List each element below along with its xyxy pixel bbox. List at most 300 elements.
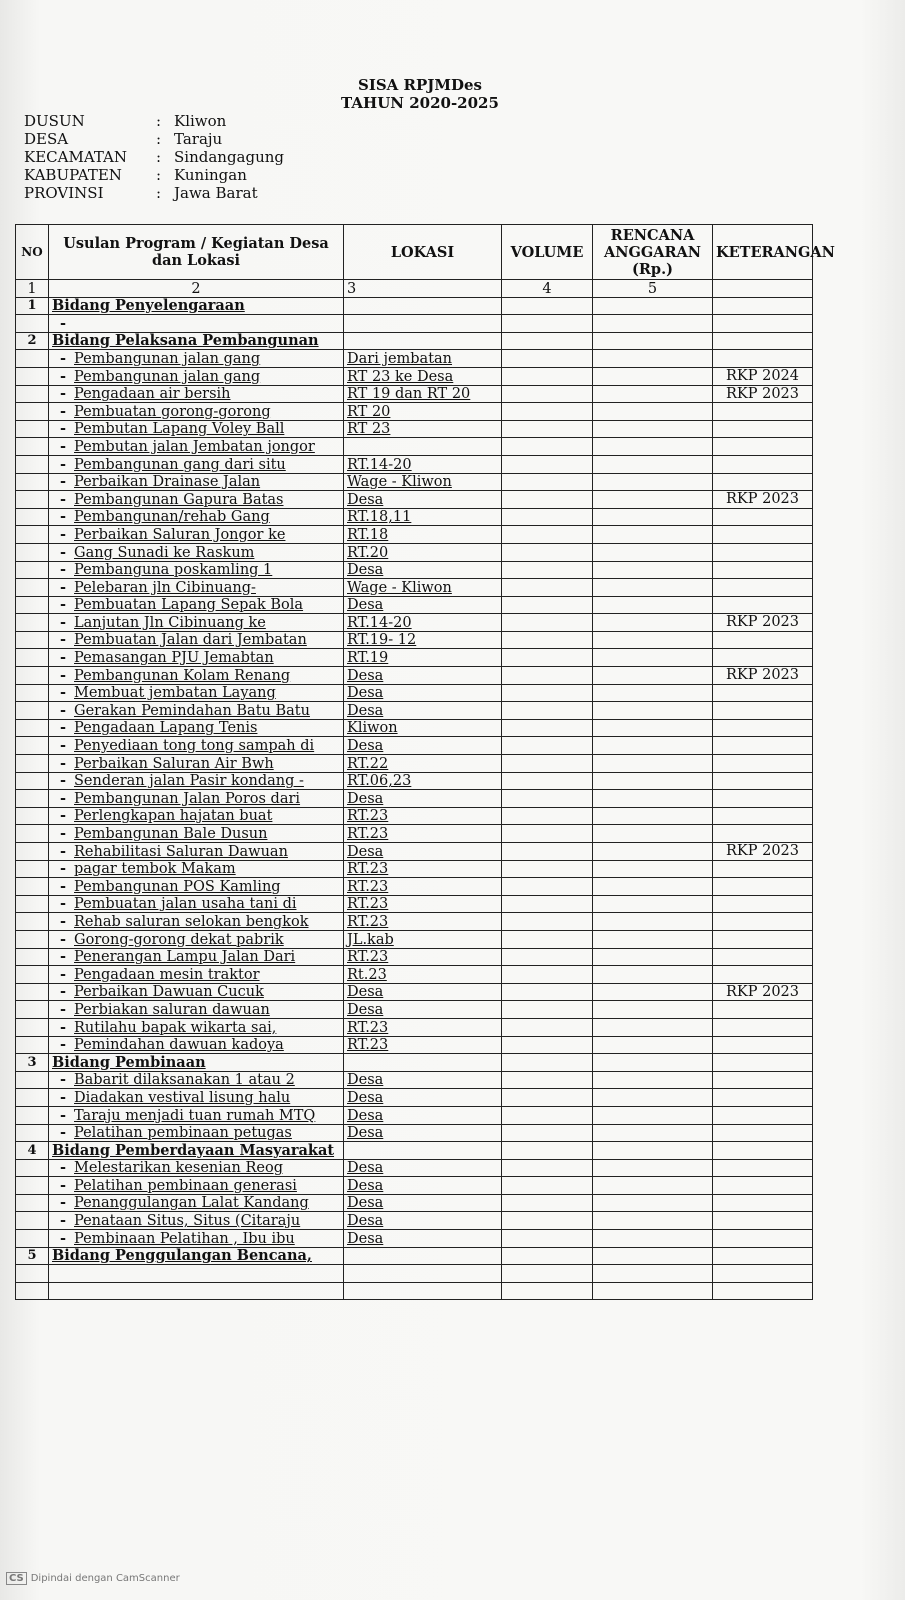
program-name: Melestarikan kesenian Reog bbox=[74, 1160, 283, 1177]
lokasi-cell: RT.23 bbox=[344, 895, 502, 913]
table-row bbox=[16, 983, 813, 1001]
volume-cell bbox=[502, 403, 593, 421]
index-cell: 2 bbox=[49, 280, 344, 298]
program-cell bbox=[49, 367, 344, 385]
table-row bbox=[16, 596, 813, 614]
program-cell bbox=[49, 631, 344, 649]
table-row bbox=[16, 684, 813, 702]
empty-cell bbox=[344, 1142, 502, 1160]
table-row bbox=[16, 843, 813, 861]
lokasi-cell: Kliwon bbox=[344, 719, 502, 737]
program-cell bbox=[49, 1106, 344, 1124]
empty-cell bbox=[593, 1265, 713, 1283]
section-row bbox=[16, 332, 813, 350]
item-dash: - bbox=[59, 877, 67, 895]
row-no-cell bbox=[16, 930, 49, 948]
item-dash: - bbox=[59, 508, 67, 526]
program-name: Pembangunan/rehab Gang bbox=[74, 509, 270, 526]
table-row bbox=[16, 737, 813, 755]
table-row bbox=[16, 385, 813, 403]
table-row bbox=[16, 1071, 813, 1089]
empty-cell bbox=[16, 1265, 49, 1283]
anggaran-cell bbox=[593, 543, 713, 561]
row-no-cell bbox=[16, 1089, 49, 1107]
scanner-text: Dipindai dengan CamScanner bbox=[30, 1573, 180, 1584]
program-name: Penataan Situs, Situs (Citaraju bbox=[74, 1213, 301, 1230]
meta-colon: : bbox=[156, 112, 162, 130]
item-dash: - bbox=[59, 1071, 67, 1089]
meta-value: Jawa Barat bbox=[174, 184, 258, 202]
empty-cell bbox=[593, 332, 713, 350]
lokasi-cell: RT.23 bbox=[344, 1036, 502, 1054]
anggaran-cell bbox=[593, 737, 713, 755]
keterangan-cell: RKP 2023 bbox=[713, 491, 813, 509]
keterangan-cell bbox=[713, 1230, 813, 1248]
item-dash: - bbox=[59, 649, 67, 667]
volume-cell bbox=[502, 895, 593, 913]
row-no-cell bbox=[16, 649, 49, 667]
row-no-cell bbox=[16, 561, 49, 579]
keterangan-cell bbox=[713, 1159, 813, 1177]
item-dash: - bbox=[59, 385, 67, 403]
item-dash: - bbox=[59, 737, 67, 755]
lokasi-cell: Desa bbox=[344, 790, 502, 808]
table-row bbox=[16, 1194, 813, 1212]
item-dash: - bbox=[59, 789, 67, 807]
item-dash: - bbox=[59, 402, 67, 420]
meta-row bbox=[24, 130, 284, 148]
meta-row bbox=[24, 148, 284, 166]
anggaran-cell bbox=[593, 385, 713, 403]
volume-cell bbox=[502, 1001, 593, 1019]
table-row bbox=[16, 1212, 813, 1230]
row-no-cell bbox=[16, 631, 49, 649]
program-cell bbox=[49, 649, 344, 667]
table-row bbox=[16, 420, 813, 438]
volume-cell bbox=[502, 1106, 593, 1124]
volume-cell bbox=[502, 702, 593, 720]
anggaran-cell bbox=[593, 843, 713, 861]
table-row bbox=[16, 1106, 813, 1124]
lokasi-cell: RT.18 bbox=[344, 526, 502, 544]
section-title: Bidang Penggulangan Bencana, bbox=[49, 1247, 344, 1265]
row-no-cell bbox=[16, 596, 49, 614]
table-row bbox=[16, 790, 813, 808]
volume-cell bbox=[502, 491, 593, 509]
row-no-cell bbox=[16, 1071, 49, 1089]
row-no-cell bbox=[16, 860, 49, 878]
volume-cell bbox=[502, 1124, 593, 1142]
program-cell bbox=[49, 755, 344, 773]
program-cell bbox=[49, 403, 344, 421]
row-no-cell bbox=[16, 878, 49, 896]
empty-cell bbox=[713, 1142, 813, 1160]
volume-cell bbox=[502, 825, 593, 843]
volume-cell bbox=[502, 790, 593, 808]
row-no-cell bbox=[16, 403, 49, 421]
program-name: Pembangunan gang dari situ bbox=[74, 456, 286, 473]
row-no-cell bbox=[16, 491, 49, 509]
program-name: Penyediaan tong tong sampah di bbox=[74, 738, 315, 755]
empty-cell bbox=[593, 297, 713, 315]
program-name: Pembangunan Bale Dusun bbox=[74, 826, 268, 842]
empty-cell bbox=[502, 1054, 593, 1072]
keterangan-cell bbox=[713, 895, 813, 913]
volume-cell bbox=[502, 1036, 593, 1054]
table-row bbox=[16, 367, 813, 385]
program-cell bbox=[49, 350, 344, 368]
blank-row bbox=[16, 1282, 813, 1300]
program-cell bbox=[49, 719, 344, 737]
program-name: Penerangan Lampu Jalan Dari bbox=[74, 949, 296, 966]
keterangan-cell bbox=[713, 561, 813, 579]
keterangan-cell: RKP 2023 bbox=[713, 983, 813, 1001]
program-cell bbox=[49, 526, 344, 544]
lokasi-cell: Desa bbox=[344, 596, 502, 614]
volume-cell bbox=[502, 913, 593, 931]
anggaran-cell bbox=[593, 403, 713, 421]
row-no-cell bbox=[16, 579, 49, 597]
empty-cell bbox=[502, 332, 593, 350]
section-number: 5 bbox=[16, 1247, 49, 1265]
program-cell bbox=[49, 790, 344, 808]
item-dash: - bbox=[59, 912, 67, 930]
keterangan-cell bbox=[713, 966, 813, 984]
item-dash: - bbox=[59, 1176, 67, 1194]
program-cell bbox=[49, 1159, 344, 1177]
keterangan-cell: RKP 2023 bbox=[713, 843, 813, 861]
program-name: Lanjutan Jln Cibinuang ke bbox=[74, 614, 266, 631]
lokasi-cell: Desa bbox=[344, 737, 502, 755]
program-name: Pemindahan dawuan kadoya bbox=[74, 1037, 284, 1054]
program-cell bbox=[49, 508, 344, 526]
item-dash: - bbox=[59, 1194, 67, 1212]
meta-colon: : bbox=[156, 184, 162, 202]
keterangan-cell bbox=[713, 1089, 813, 1107]
document-period: TAHUN 2020-2025 bbox=[341, 94, 499, 112]
item-dash: - bbox=[59, 684, 67, 702]
section-row bbox=[16, 1054, 813, 1072]
anggaran-cell bbox=[593, 473, 713, 491]
program-cell bbox=[49, 315, 344, 333]
lokasi-cell: RT 23 ke Desa bbox=[344, 367, 502, 385]
program-cell bbox=[49, 1089, 344, 1107]
program-name: Membuat jembatan Layang bbox=[74, 685, 276, 702]
item-dash: - bbox=[59, 367, 67, 385]
keterangan-cell bbox=[713, 1212, 813, 1230]
table-row bbox=[16, 350, 813, 368]
row-no-cell bbox=[16, 1124, 49, 1142]
program-name: Pembutan jalan Jembatan jongor bbox=[74, 438, 315, 455]
anggaran-cell bbox=[593, 526, 713, 544]
program-name: Gang Sunadi ke Raskum bbox=[74, 544, 255, 561]
keterangan-cell bbox=[713, 790, 813, 808]
empty-cell bbox=[49, 1282, 344, 1300]
section-row bbox=[16, 1247, 813, 1265]
anggaran-cell bbox=[593, 367, 713, 385]
lokasi-cell bbox=[344, 315, 502, 333]
empty-cell bbox=[713, 1282, 813, 1300]
anggaran-cell bbox=[593, 491, 713, 509]
row-no-cell bbox=[16, 438, 49, 456]
program-cell bbox=[49, 455, 344, 473]
header-no: NO bbox=[16, 225, 49, 280]
program-cell bbox=[49, 543, 344, 561]
program-name: Pemasangan PJU Jemabtan bbox=[74, 650, 274, 667]
row-no-cell bbox=[16, 1159, 49, 1177]
lokasi-cell: Desa bbox=[344, 1194, 502, 1212]
meta-label: KABUPATEN bbox=[24, 166, 122, 184]
program-cell bbox=[49, 983, 344, 1001]
section-title: Bidang Penyelengaraan bbox=[49, 297, 344, 315]
volume-cell bbox=[502, 684, 593, 702]
camscanner-logo: CS bbox=[6, 1572, 27, 1585]
row-no-cell bbox=[16, 755, 49, 773]
volume-cell bbox=[502, 772, 593, 790]
lokasi-cell: RT.18,11 bbox=[344, 508, 502, 526]
volume-cell bbox=[502, 526, 593, 544]
program-cell bbox=[49, 491, 344, 509]
header-program: Usulan Program / Kegiatan Desa dan Lokasi bbox=[49, 225, 344, 280]
keterangan-cell bbox=[713, 860, 813, 878]
table-row bbox=[16, 631, 813, 649]
table-row bbox=[16, 473, 813, 491]
table-row bbox=[16, 491, 813, 509]
item-dash: - bbox=[59, 1106, 67, 1124]
meta-value: Taraju bbox=[174, 130, 223, 148]
volume-cell bbox=[502, 350, 593, 368]
program-name: Rutilahu bapak wikarta sai, bbox=[74, 1019, 277, 1036]
section-title: Bidang Pelaksana Pembangunan bbox=[49, 332, 344, 350]
anggaran-cell bbox=[593, 930, 713, 948]
meta-label: PROVINSI bbox=[24, 184, 104, 202]
table-row bbox=[16, 1036, 813, 1054]
anggaran-cell bbox=[593, 315, 713, 333]
program-name: Pembuatan jalan usaha tani di bbox=[74, 896, 297, 913]
anggaran-cell bbox=[593, 860, 713, 878]
program-name: Pembuatan Jalan dari Jembatan bbox=[74, 632, 307, 649]
anggaran-cell bbox=[593, 878, 713, 896]
program-name: Rehabilitasi Saluran Dawuan bbox=[74, 843, 288, 860]
section-number: 4 bbox=[16, 1142, 49, 1160]
empty-cell bbox=[593, 1054, 713, 1072]
item-dash: - bbox=[59, 349, 67, 367]
item-dash: - bbox=[59, 860, 67, 878]
keterangan-cell: RKP 2023 bbox=[713, 614, 813, 632]
table-row bbox=[16, 438, 813, 456]
row-no-cell bbox=[16, 526, 49, 544]
program-cell bbox=[49, 913, 344, 931]
program-cell bbox=[49, 807, 344, 825]
program-name: Pembuatan gorong-gorong bbox=[74, 403, 271, 420]
anggaran-cell bbox=[593, 667, 713, 685]
program-cell bbox=[49, 843, 344, 861]
lokasi-cell: RT.22 bbox=[344, 755, 502, 773]
anggaran-cell bbox=[593, 1089, 713, 1107]
lokasi-cell: Desa bbox=[344, 1089, 502, 1107]
row-no-cell bbox=[16, 983, 49, 1001]
program-name: Gerakan Pemindahan Batu Batu bbox=[74, 702, 310, 719]
volume-cell bbox=[502, 860, 593, 878]
row-no-cell bbox=[16, 843, 49, 861]
program-name: Pembangunan Gapura Batas bbox=[74, 491, 284, 508]
item-dash: - bbox=[59, 1018, 67, 1036]
lokasi-cell: Wage - Kliwon bbox=[344, 473, 502, 491]
program-name: Pembangunan jalan gang bbox=[74, 368, 261, 385]
table-row bbox=[16, 1001, 813, 1019]
keterangan-cell bbox=[713, 1124, 813, 1142]
program-name: Pelebaran jln Cibinuang- bbox=[74, 579, 256, 596]
table-row bbox=[16, 1018, 813, 1036]
anggaran-cell bbox=[593, 1177, 713, 1195]
program-name: Pembangunan Kolam Renang bbox=[74, 667, 291, 684]
volume-cell bbox=[502, 966, 593, 984]
keterangan-cell bbox=[713, 403, 813, 421]
item-dash: - bbox=[59, 701, 67, 719]
table-row bbox=[16, 667, 813, 685]
table-row bbox=[16, 825, 813, 843]
program-name: Pengadaan Lapang Tenis bbox=[74, 720, 258, 737]
row-no-cell bbox=[16, 667, 49, 685]
program-name: Pembangunan POS Kamling bbox=[74, 878, 281, 895]
program-name: Diadakan vestival lisung halu bbox=[74, 1089, 291, 1106]
table-row bbox=[16, 315, 813, 333]
keterangan-cell bbox=[713, 1001, 813, 1019]
meta-row bbox=[24, 184, 284, 202]
program-cell bbox=[49, 1177, 344, 1195]
volume-cell bbox=[502, 807, 593, 825]
keterangan-cell bbox=[713, 596, 813, 614]
row-no-cell bbox=[16, 719, 49, 737]
row-no-cell bbox=[16, 1177, 49, 1195]
program-name: Perbaikan Saluran Jongor ke bbox=[74, 526, 286, 543]
keterangan-cell bbox=[713, 913, 813, 931]
volume-cell bbox=[502, 737, 593, 755]
meta-label: DUSUN bbox=[24, 112, 85, 130]
anggaran-cell bbox=[593, 579, 713, 597]
program-cell bbox=[49, 772, 344, 790]
program-cell bbox=[49, 1001, 344, 1019]
empty-cell bbox=[502, 1282, 593, 1300]
item-dash: - bbox=[59, 314, 67, 332]
anggaran-cell bbox=[593, 1159, 713, 1177]
keterangan-cell bbox=[713, 755, 813, 773]
index-cell: 5 bbox=[593, 280, 713, 298]
program-name: Gorong-gorong dekat pabrik bbox=[74, 931, 284, 948]
item-dash: - bbox=[59, 596, 67, 614]
lokasi-cell: RT.23 bbox=[344, 860, 502, 878]
keterangan-cell bbox=[713, 420, 813, 438]
row-no-cell bbox=[16, 702, 49, 720]
row-no-cell bbox=[16, 737, 49, 755]
keterangan-cell bbox=[713, 737, 813, 755]
lokasi-cell: Desa bbox=[344, 1001, 502, 1019]
lokasi-cell: Desa bbox=[344, 983, 502, 1001]
table-row bbox=[16, 649, 813, 667]
program-cell bbox=[49, 966, 344, 984]
program-cell bbox=[49, 561, 344, 579]
volume-cell bbox=[502, 315, 593, 333]
program-cell bbox=[49, 596, 344, 614]
anggaran-cell bbox=[593, 1018, 713, 1036]
row-no-cell bbox=[16, 807, 49, 825]
empty-cell bbox=[713, 297, 813, 315]
table-row bbox=[16, 719, 813, 737]
index-cell: 1 bbox=[16, 280, 49, 298]
item-dash: - bbox=[59, 631, 67, 649]
document-title: SISA RPJMDes bbox=[358, 76, 482, 94]
lokasi-cell: RT.20 bbox=[344, 543, 502, 561]
item-dash: - bbox=[59, 948, 67, 966]
lokasi-cell: Desa bbox=[344, 702, 502, 720]
item-dash: - bbox=[59, 930, 67, 948]
item-dash: - bbox=[59, 543, 67, 561]
table-row bbox=[16, 1230, 813, 1248]
volume-cell bbox=[502, 543, 593, 561]
empty-cell bbox=[502, 1142, 593, 1160]
volume-cell bbox=[502, 631, 593, 649]
table-row bbox=[16, 860, 813, 878]
volume-cell bbox=[502, 508, 593, 526]
program-cell bbox=[49, 684, 344, 702]
index-cell: 3 bbox=[344, 280, 502, 298]
anggaran-cell bbox=[593, 702, 713, 720]
anggaran-cell bbox=[593, 719, 713, 737]
keterangan-cell bbox=[713, 1106, 813, 1124]
meta-row bbox=[24, 112, 284, 130]
table-row bbox=[16, 1124, 813, 1142]
empty-cell bbox=[593, 1142, 713, 1160]
program-cell bbox=[49, 895, 344, 913]
program-name: Pelatihan pembinaan petugas bbox=[74, 1125, 292, 1142]
anggaran-cell bbox=[593, 790, 713, 808]
keterangan-cell bbox=[713, 1071, 813, 1089]
program-name: Perbaikan Saluran Air Bwh bbox=[74, 755, 274, 772]
header-lokasi: LOKASI bbox=[344, 225, 502, 280]
program-table bbox=[15, 224, 835, 1300]
keterangan-cell bbox=[713, 473, 813, 491]
keterangan-cell bbox=[713, 948, 813, 966]
anggaran-cell bbox=[593, 913, 713, 931]
item-dash: - bbox=[59, 1212, 67, 1230]
item-dash: - bbox=[59, 613, 67, 631]
lokasi-cell: Desa bbox=[344, 1124, 502, 1142]
column-index-row bbox=[16, 280, 813, 298]
table-row bbox=[16, 702, 813, 720]
program-name: Penanggulangan Lalat Kandang bbox=[74, 1195, 309, 1212]
anggaran-cell bbox=[593, 1106, 713, 1124]
meta-row bbox=[24, 166, 284, 184]
row-no-cell bbox=[16, 614, 49, 632]
item-dash: - bbox=[59, 1088, 67, 1106]
row-no-cell bbox=[16, 1194, 49, 1212]
keterangan-cell bbox=[713, 631, 813, 649]
anggaran-cell bbox=[593, 438, 713, 456]
item-dash: - bbox=[59, 983, 67, 1001]
row-no-cell bbox=[16, 1018, 49, 1036]
empty-cell bbox=[593, 1282, 713, 1300]
anggaran-cell bbox=[593, 631, 713, 649]
program-cell bbox=[49, 1212, 344, 1230]
item-dash: - bbox=[59, 825, 67, 842]
volume-cell bbox=[502, 1177, 593, 1195]
lokasi-cell: RT.23 bbox=[344, 1018, 502, 1036]
empty-cell bbox=[713, 332, 813, 350]
lokasi-cell: RT.14-20 bbox=[344, 614, 502, 632]
table-row bbox=[16, 913, 813, 931]
program-name: Senderan jalan Pasir kondang - bbox=[74, 773, 304, 790]
lokasi-cell: RT.06,23 bbox=[344, 772, 502, 790]
